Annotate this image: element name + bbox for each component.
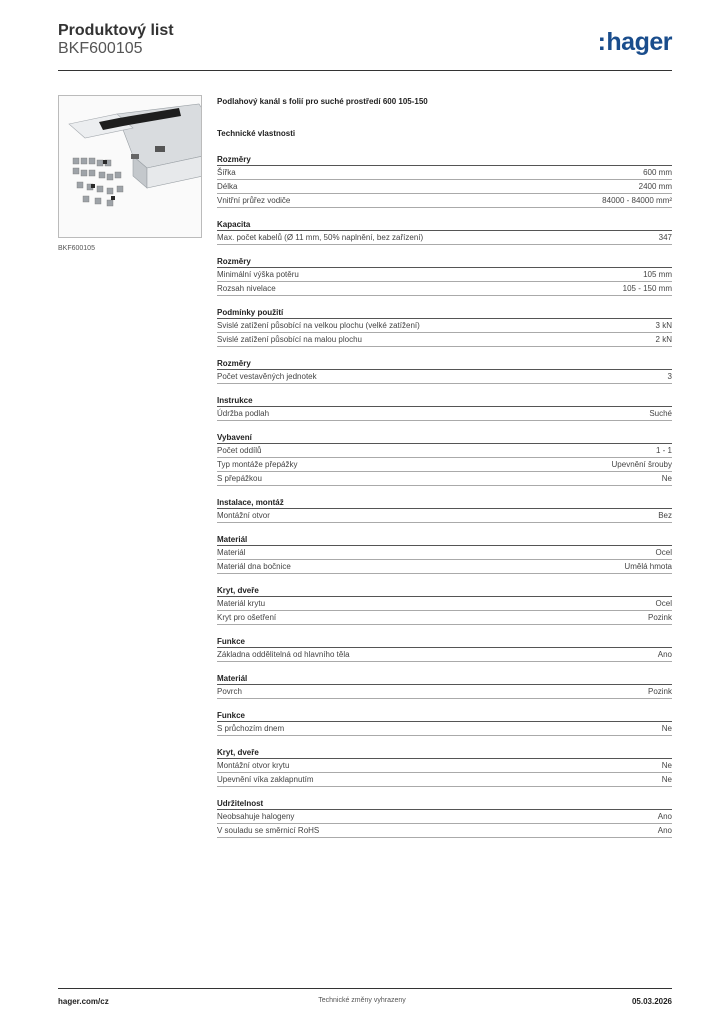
spec-label: Délka [217,182,238,191]
spec-row [217,597,672,611]
section-title: Materiál [217,534,672,546]
spec-value: Bez [658,511,672,520]
spec-section [217,636,672,662]
spec-label: Neobsahuje halogeny [217,812,295,821]
spec-row [217,472,672,486]
spec-label: Vnitřní průřez vodiče [217,196,291,205]
spec-label: Materiál [217,548,246,557]
section-title: Kryt, dveře [217,747,672,759]
spec-section [217,710,672,736]
spec-row [217,444,672,458]
spec-section [217,432,672,486]
product-image [58,95,202,238]
spec-value: Suché [649,409,672,418]
spec-value: 105 - 150 mm [622,284,672,293]
image-caption: BKF600105 [58,245,95,252]
floor-channel-illustration [59,96,202,238]
spec-value: 3 [667,372,672,381]
spec-content [217,96,672,838]
section-title: Rozměry [217,358,672,370]
section-title: Funkce [217,636,672,648]
spec-value: 105 mm [643,270,672,279]
spec-section [217,585,672,625]
section-title: Rozměry [217,154,672,166]
spec-row [217,458,672,472]
spec-value: 84000 - 84000 mm² [602,196,672,205]
spec-row [217,773,672,787]
spec-row [217,560,672,574]
section-title: Instalace, montáž [217,497,672,509]
spec-value: Ne [661,474,672,483]
section-title: Kapacita [217,219,672,231]
spec-row [217,407,672,421]
spec-row [217,824,672,838]
spec-section [217,673,672,699]
spec-section [217,534,672,574]
spec-label: S průchozím dnem [217,724,285,733]
spec-label: Materiál krytu [217,599,266,608]
spec-section [217,219,672,245]
spec-label: V souladu se směrnicí RoHS [217,826,320,835]
spec-label: Rozsah nivelace [217,284,276,293]
spec-row [217,611,672,625]
spec-value: Ano [657,812,672,821]
spec-label: Údržba podlah [217,409,270,418]
document-title: Produktový list [58,22,174,39]
spec-value: 347 [658,233,672,242]
spec-row [217,333,672,347]
section-title: Funkce [217,710,672,722]
spec-row [217,722,672,736]
spec-label: Základna oddělitelná od hlavního těla [217,650,350,659]
spec-value: Pozink [647,613,672,622]
spec-label: Svislé zatížení působící na malou plochu [217,335,362,344]
spec-value: Upevnění šrouby [611,460,672,469]
spec-row [217,370,672,384]
hager-logo-text: hager [606,28,672,56]
spec-row [217,282,672,296]
spec-section [217,747,672,787]
spec-value: 2 kN [655,335,672,344]
spec-label: Počet vestavěných jednotek [217,372,317,381]
spec-label: Montážní otvor [217,511,270,520]
spec-section [217,154,672,208]
spec-label: Šířka [217,168,236,177]
section-title: Kryt, dveře [217,585,672,597]
spec-value: 3 kN [655,321,672,330]
spec-section [217,307,672,347]
spec-row [217,685,672,699]
spec-value: Ne [661,775,672,784]
spec-value: 600 mm [643,168,672,177]
spec-value: Ano [657,826,672,835]
spec-label: Upevnění víka zaklapnutím [217,775,314,784]
spec-row [217,319,672,333]
document-header [58,22,672,62]
spec-value: Ne [661,724,672,733]
spec-label: Materiál dna bočnice [217,562,291,571]
spec-value: Umělá hmota [624,562,672,571]
spec-row [217,648,672,662]
spec-row [217,810,672,824]
spec-label: Typ montáže přepážky [217,460,298,469]
spec-row [217,231,672,245]
spec-row [217,546,672,560]
spec-label: S přepážkou [217,474,262,483]
technical-properties-heading: Technické vlastnosti [217,129,296,138]
hager-logo: :hager [597,28,672,56]
footer-divider [58,988,672,989]
spec-row [217,759,672,773]
spec-label: Montážní otvor krytu [217,761,290,770]
spec-row [217,268,672,282]
spec-value: Ne [661,761,672,770]
spec-section [217,497,672,523]
section-title: Materiál [217,673,672,685]
spec-section [217,256,672,296]
spec-row [217,180,672,194]
spec-value: 1 - 1 [655,446,672,455]
spec-value: Ocel [655,548,672,557]
spec-label: Max. počet kabelů (Ø 11 mm, 50% naplnění, bez zařízení) [217,233,424,242]
spec-label: Povrch [217,687,242,696]
spec-label: Počet oddílů [217,446,262,455]
spec-value: Ocel [655,599,672,608]
section-title: Instrukce [217,395,672,407]
spec-section [217,358,672,384]
product-name: Podlahový kanál s folií pro suché prostředí 600 105-150 [217,97,428,106]
spec-section [217,798,672,838]
footer-website: hager.com/cz [58,997,109,1006]
spec-section [217,395,672,421]
section-title: Podmínky použití [217,307,672,319]
spec-value: Pozink [647,687,672,696]
spec-row [217,194,672,208]
section-title: Udržitelnost [217,798,672,810]
spec-label: Minimální výška potěru [217,270,299,279]
spec-label: Kryt pro ošetření [217,613,277,622]
footer-date: 05.03.2026 [631,997,672,1006]
section-title: Vybavení [217,432,672,444]
spec-value: 2400 mm [638,182,672,191]
spec-row [217,166,672,180]
spec-row [217,509,672,523]
header-divider [58,70,672,71]
spec-value: Ano [657,650,672,659]
product-code: BKF600105 [58,40,143,57]
footer-note: Technické změny vyhrazeny [318,997,406,1004]
section-title: Rozměry [217,256,672,268]
spec-label: Svislé zatížení působící na velkou plochu (velké zatížení) [217,321,420,330]
spec-sections [217,154,672,838]
